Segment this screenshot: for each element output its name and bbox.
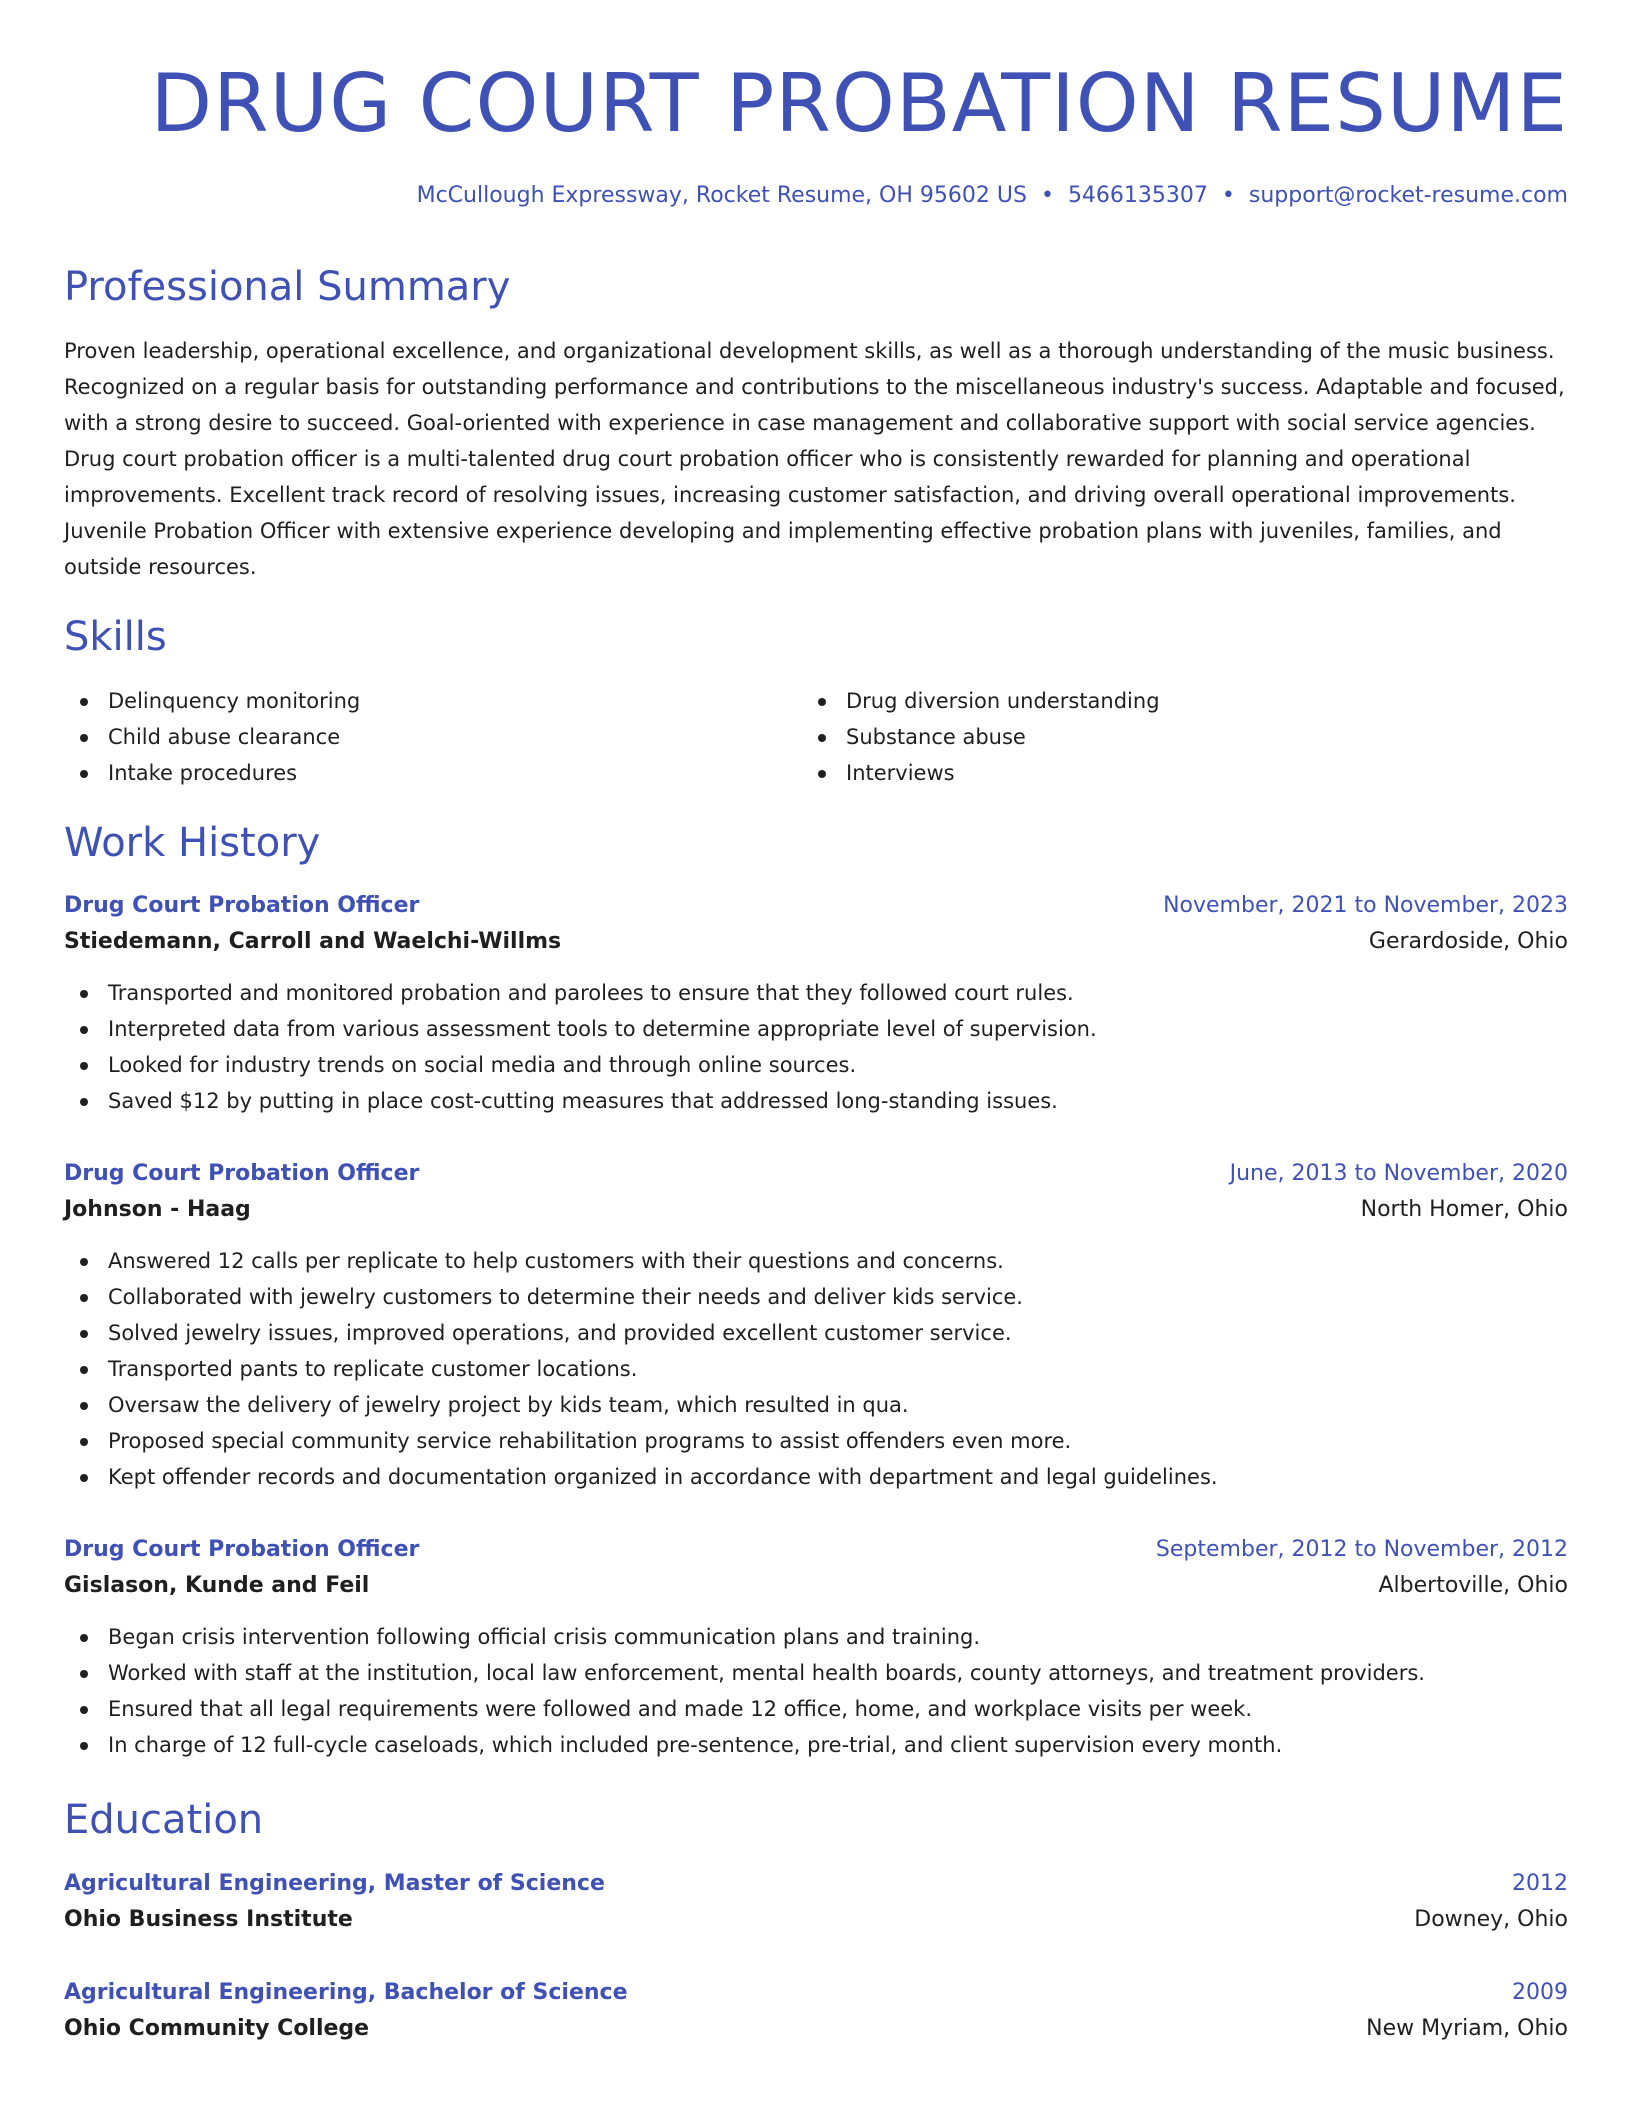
education-header-row — [64, 1867, 1568, 1901]
summary-line: improvements. Excellent track record of resolving issues, increasing customer satisfaction, and driving overall operational improvements. — [64, 483, 1516, 507]
job-location: Albertoville, Ohio — [1378, 1573, 1568, 1598]
summary-line: Recognized on a regular basis for outstanding performance and contributions to the miscellaneous industry's success. Adaptable and focused, — [64, 375, 1565, 399]
job-dates: June, 2013 to November, 2020 — [1229, 1161, 1568, 1186]
job-bullet: Worked with staff at the institution, local law enforcement, mental health boards, county attorneys, and treatment providers. — [64, 1655, 1568, 1691]
job-bullet: Interpreted data from various assessment tools to determine appropriate level of supervision. — [64, 1011, 1568, 1047]
job-bullet: In charge of 12 full-cycle caseloads, which included pre-sentence, pre-trial, and client supervision every month. — [64, 1727, 1568, 1763]
education-degree: Agricultural Engineering, Bachelor of Science — [64, 1980, 628, 2005]
job-bullet: Solved jewelry issues, improved operations, and provided excellent customer service. — [64, 1315, 1568, 1351]
skill-item: Substance abuse — [802, 719, 1540, 755]
summary-line: Proven leadership, operational excellence, and organizational development skills, as well as a thorough understanding of the music business. — [64, 339, 1555, 363]
section-heading-summary: Professional Summary — [64, 264, 511, 310]
education-entry — [64, 1867, 1568, 1939]
job-header-row — [64, 889, 1568, 923]
skill-item: Drug diversion understanding — [802, 683, 1540, 719]
education-year: 2012 — [1512, 1871, 1568, 1896]
summary-line: with a strong desire to succeed. Goal-oriented with experience in case management and collaborative support with social service agencies. — [64, 411, 1536, 435]
job-bullet: Ensured that all legal requirements were followed and made 12 office, home, and workplace visits per week. — [64, 1691, 1568, 1727]
education-degree: Agricultural Engineering, Master of Science — [64, 1871, 605, 1896]
job-company: Stiedemann, Carroll and Waelchi-Willms — [64, 929, 562, 954]
skill-item: Child abuse clearance — [64, 719, 802, 755]
summary-text — [64, 333, 1568, 585]
job-bullet: Transported and monitored probation and parolees to ensure that they followed court rules. — [64, 975, 1568, 1011]
education-school: Ohio Business Institute — [64, 1907, 353, 1932]
job-bullet: Looked for industry trends on social media and through online sources. — [64, 1047, 1568, 1083]
job-bullet: Proposed special community service rehabilitation programs to assist offenders even more. — [64, 1423, 1568, 1459]
job-company-row — [64, 923, 1568, 961]
job-company: Gislason, Kunde and Feil — [64, 1573, 370, 1598]
job-bullets — [64, 1243, 1568, 1495]
education-header-row — [64, 1976, 1568, 2010]
job-bullet: Saved $12 by putting in place cost-cutting measures that addressed long-standing issues. — [64, 1083, 1568, 1119]
summary-line: outside resources. — [64, 555, 257, 579]
section-heading-education: Education — [64, 1797, 264, 1843]
skills-column-right — [802, 683, 1540, 791]
job-location: North Homer, Ohio — [1360, 1197, 1568, 1222]
education-year: 2009 — [1512, 1980, 1568, 2005]
job-title: Drug Court Probation Officer — [64, 1537, 420, 1562]
skills-list — [64, 683, 1568, 791]
job-bullet: Transported pants to replicate customer locations. — [64, 1351, 1568, 1387]
job-location: Gerardoside, Ohio — [1368, 929, 1568, 954]
job-bullet: Began crisis intervention following official crisis communication plans and training. — [64, 1619, 1568, 1655]
summary-line: Drug court probation officer is a multi-talented drug court probation officer who is consistently rewarded for planning and operational — [64, 447, 1471, 471]
job-entry — [64, 1533, 1568, 1763]
summary-line: Juvenile Probation Officer with extensive experience developing and implementing effective probation plans with juveniles, families, and — [64, 519, 1502, 543]
job-company: Johnson - Haag — [64, 1197, 251, 1222]
contact-line — [417, 181, 1568, 211]
job-bullet: Oversaw the delivery of jewelry project by kids team, which resulted in qua. — [64, 1387, 1568, 1423]
job-dates: September, 2012 to November, 2012 — [1155, 1537, 1568, 1562]
contact-email[interactable]: support@rocket-resume.com — [1248, 183, 1568, 208]
job-bullet: Collaborated with jewelry customers to determine their needs and deliver kids service. — [64, 1279, 1568, 1315]
contact-separator: • — [1040, 183, 1054, 208]
contact-separator: • — [1221, 183, 1235, 208]
job-dates: November, 2021 to November, 2023 — [1163, 893, 1568, 918]
education-school: Ohio Community College — [64, 2016, 370, 2041]
section-heading-work: Work History — [64, 820, 321, 866]
skill-item: Delinquency monitoring — [64, 683, 802, 719]
job-header-row — [64, 1157, 1568, 1191]
job-bullets — [64, 1619, 1568, 1763]
job-title: Drug Court Probation Officer — [64, 893, 420, 918]
education-location: New Myriam, Ohio — [1366, 2016, 1568, 2041]
job-company-row — [64, 1567, 1568, 1605]
education-location: Downey, Ohio — [1414, 1907, 1568, 1932]
skill-item: Interviews — [802, 755, 1540, 791]
skill-item: Intake procedures — [64, 755, 802, 791]
resume-title: DRUG COURT PROBATION RESUME — [150, 57, 1568, 150]
contact-address: McCullough Expressway, Rocket Resume, OH 95602 US — [416, 183, 1027, 208]
job-title: Drug Court Probation Officer — [64, 1161, 420, 1186]
education-school-row — [64, 2010, 1568, 2048]
contact-phone: 5466135307 — [1067, 183, 1208, 208]
education-school-row — [64, 1901, 1568, 1939]
section-heading-skills: Skills — [64, 614, 167, 660]
education-entry — [64, 1976, 1568, 2048]
job-bullet: Kept offender records and documentation organized in accordance with department and legal guidelines. — [64, 1459, 1568, 1495]
skills-column-left — [64, 683, 802, 791]
job-bullet: Answered 12 calls per replicate to help customers with their questions and concerns. — [64, 1243, 1568, 1279]
job-entry — [64, 889, 1568, 1119]
job-bullets — [64, 975, 1568, 1119]
job-company-row — [64, 1191, 1568, 1229]
job-entry — [64, 1157, 1568, 1495]
job-header-row — [64, 1533, 1568, 1567]
